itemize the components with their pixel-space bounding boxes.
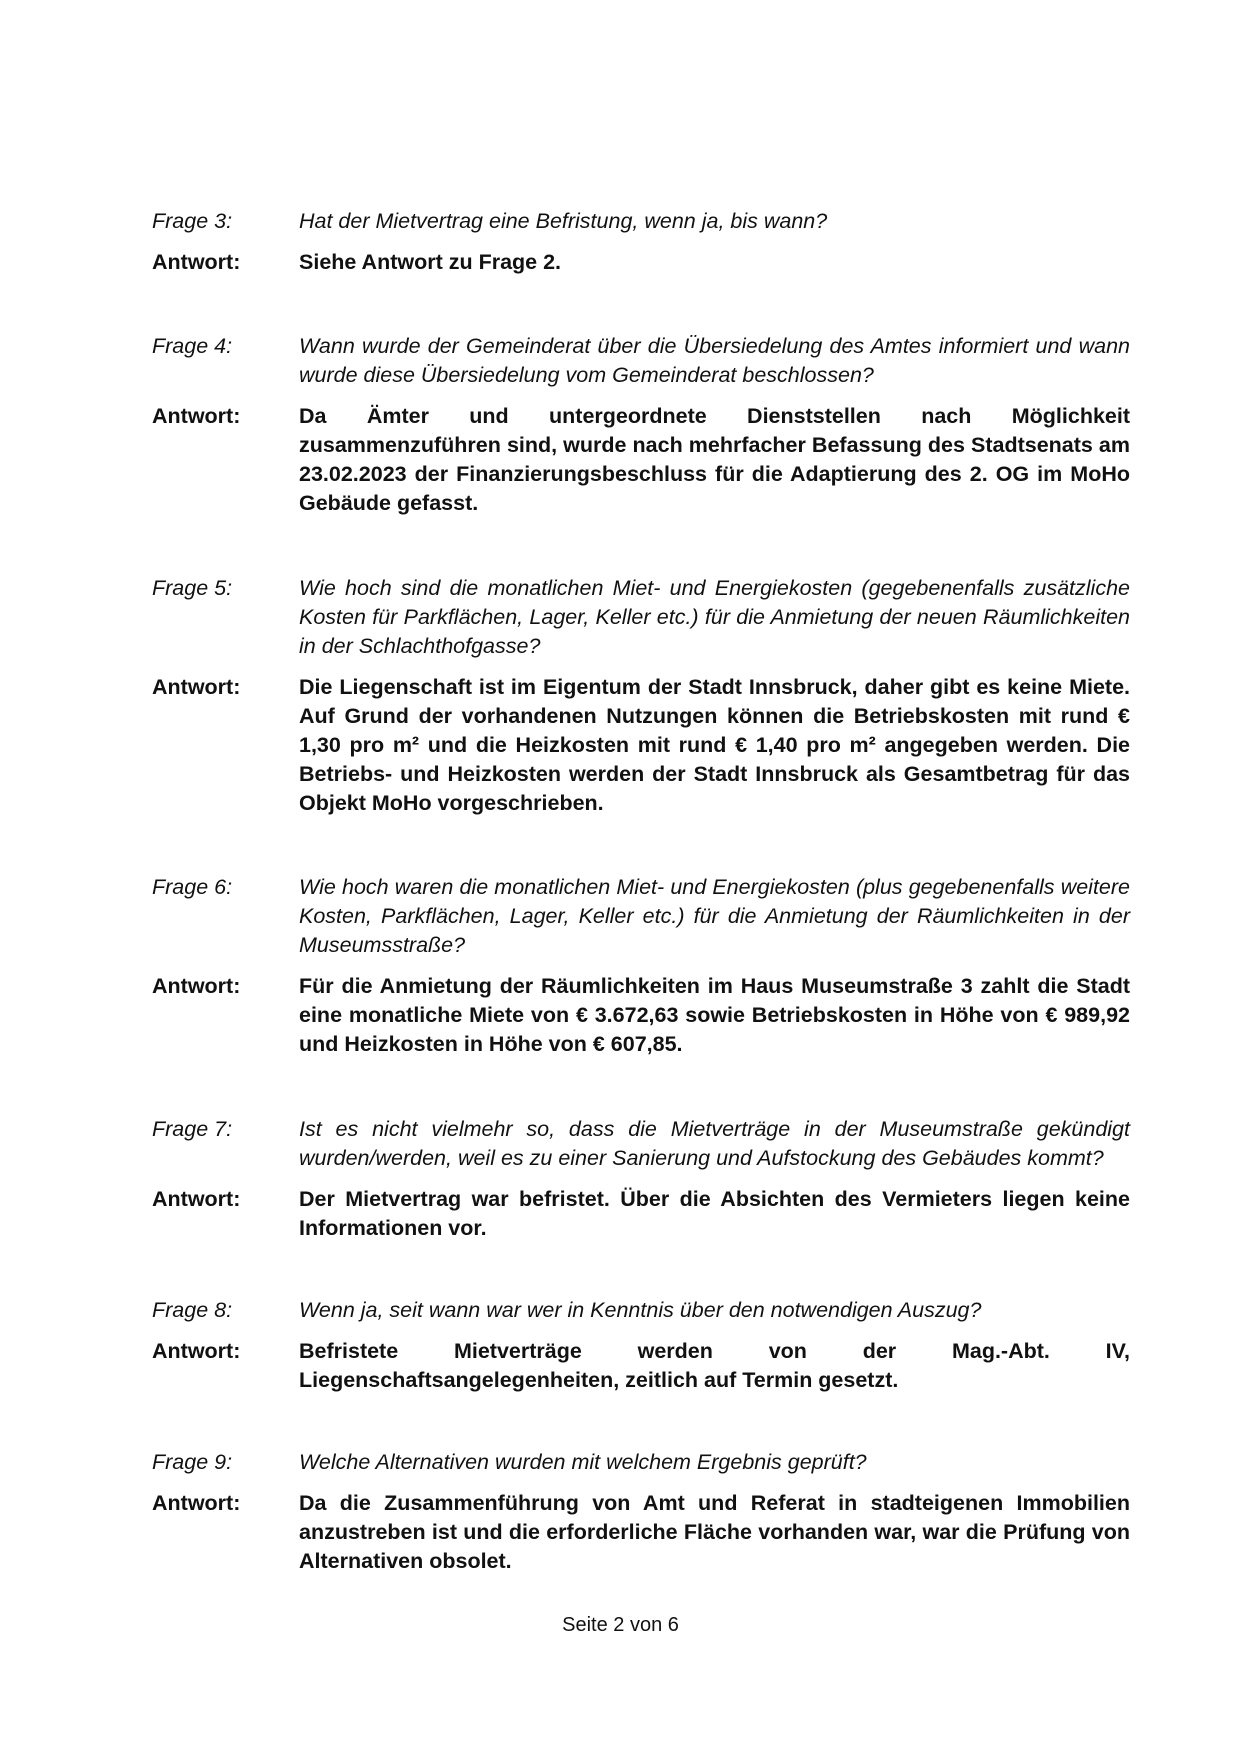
qa-item-6 [152,873,1130,1059]
question-row [152,1115,1130,1173]
answer-label: Antwort: [152,1339,241,1363]
question-label: Frage 8: [152,1298,233,1322]
question-row [152,1448,1130,1477]
answer-row [152,1337,1130,1395]
question-text: Wie hoch sind die monatlichen Miet- und Energiekosten (gegebenenfalls zusätzliche Kosten für Parkflächen, Lager, Keller etc.) für die Anmietung der neuen Räumlichkeiten in der Schlachthofgasse? [299,576,1130,658]
answer-row [152,402,1130,518]
question-label: Frage 6: [152,875,233,899]
question-text: Ist es nicht vielmehr so, dass die Mietverträge in der Museumstraße gekündigt wurden/werden, weil es zu einer Sanierung und Aufstockung des Gebäudes kommt? [299,1117,1130,1170]
answer-row [152,248,1130,277]
question-row [152,574,1130,661]
question-row [152,873,1130,960]
question-label: Frage 3: [152,209,233,233]
answer-text: Da Ämter und untergeordnete Dienststellen nach Möglichkeit zusammenzuführen sind, wurde nach mehrfacher Befassung des Stadtsenats am 23.02.2023 der Finanzierungsbeschluss für die Adaptierung des 2. OG im MoHo Gebäude gefasst. [299,404,1130,515]
question-text: Wie hoch waren die monatlichen Miet- und Energiekosten (plus gegebenenfalls weitere Kosten, Parkflächen, Lager, Keller etc.) für die Anmietung der Räumlichkeiten in der Museumsstraße? [299,875,1130,957]
answer-text: Da die Zusammenführung von Amt und Referat in stadteigenen Immobilien anzustreben ist und die erforderliche Fläche vorhanden war, war die Prüfung von Alternativen obsolet. [299,1491,1130,1573]
answer-label: Antwort: [152,1187,241,1211]
question-label: Frage 7: [152,1117,233,1141]
answer-label: Antwort: [152,404,241,428]
qa-item-8 [152,1296,1130,1395]
answer-text: Der Mietvertrag war befristet. Über die Absichten des Vermieters liegen keine Informationen vor. [299,1187,1130,1240]
question-label: Frage 5: [152,576,233,600]
qa-item-3 [152,207,1130,277]
answer-label: Antwort: [152,250,241,274]
answer-label: Antwort: [152,1491,241,1515]
question-text: Wann wurde der Gemeinderat über die Übersiedelung des Amtes informiert und wann wurde diese Übersiedelung vom Gemeinderat beschlossen? [299,334,1130,387]
question-row [152,207,1130,236]
qa-item-9 [152,1448,1130,1576]
answer-text: Die Liegenschaft ist im Eigentum der Stadt Innsbruck, daher gibt es keine Miete. Auf Grund der vorhandenen Nutzungen können die Betriebskosten mit rund € 1,30 pro m² und die Heizkosten mit rund € 1,40 pro m² angegeben werden. Die Betriebs- und Heizkosten werden der Stadt Innsbruck als Gesamtbetrag für das Objekt MoHo vorgeschrieben. [299,675,1130,815]
answer-label: Antwort: [152,675,241,699]
question-text: Wenn ja, seit wann war wer in Kenntnis über den notwendigen Auszug? [299,1298,982,1322]
qa-item-7 [152,1115,1130,1243]
question-text: Hat der Mietvertrag eine Befristung, wenn ja, bis wann? [299,209,828,233]
qa-item-5 [152,574,1130,818]
answer-text: Befristete Mietverträge werden von der Mag.-Abt. IV, Liegenschaftsangelegenheiten, zeitlich auf Termin gesetzt. [299,1339,1130,1392]
answer-row [152,1185,1130,1243]
answer-text: Siehe Antwort zu Frage 2. [299,250,562,274]
answer-row [152,673,1130,818]
answer-label: Antwort: [152,974,241,998]
question-row [152,1296,1130,1325]
answer-row [152,972,1130,1059]
answer-row [152,1489,1130,1576]
page-number: Seite 2 von 6 [562,1614,679,1636]
question-label: Frage 9: [152,1450,233,1474]
question-label: Frage 4: [152,334,233,358]
answer-text: Für die Anmietung der Räumlichkeiten im Haus Museumstraße 3 zahlt die Stadt eine monatliche Miete von € 3.672,63 sowie Betriebskosten in Höhe von € 989,92 und Heizkosten in Höhe von € 607,85. [299,974,1130,1056]
qa-item-4 [152,332,1130,518]
question-text: Welche Alternativen wurden mit welchem Ergebnis geprüft? [299,1450,867,1474]
question-row [152,332,1130,390]
